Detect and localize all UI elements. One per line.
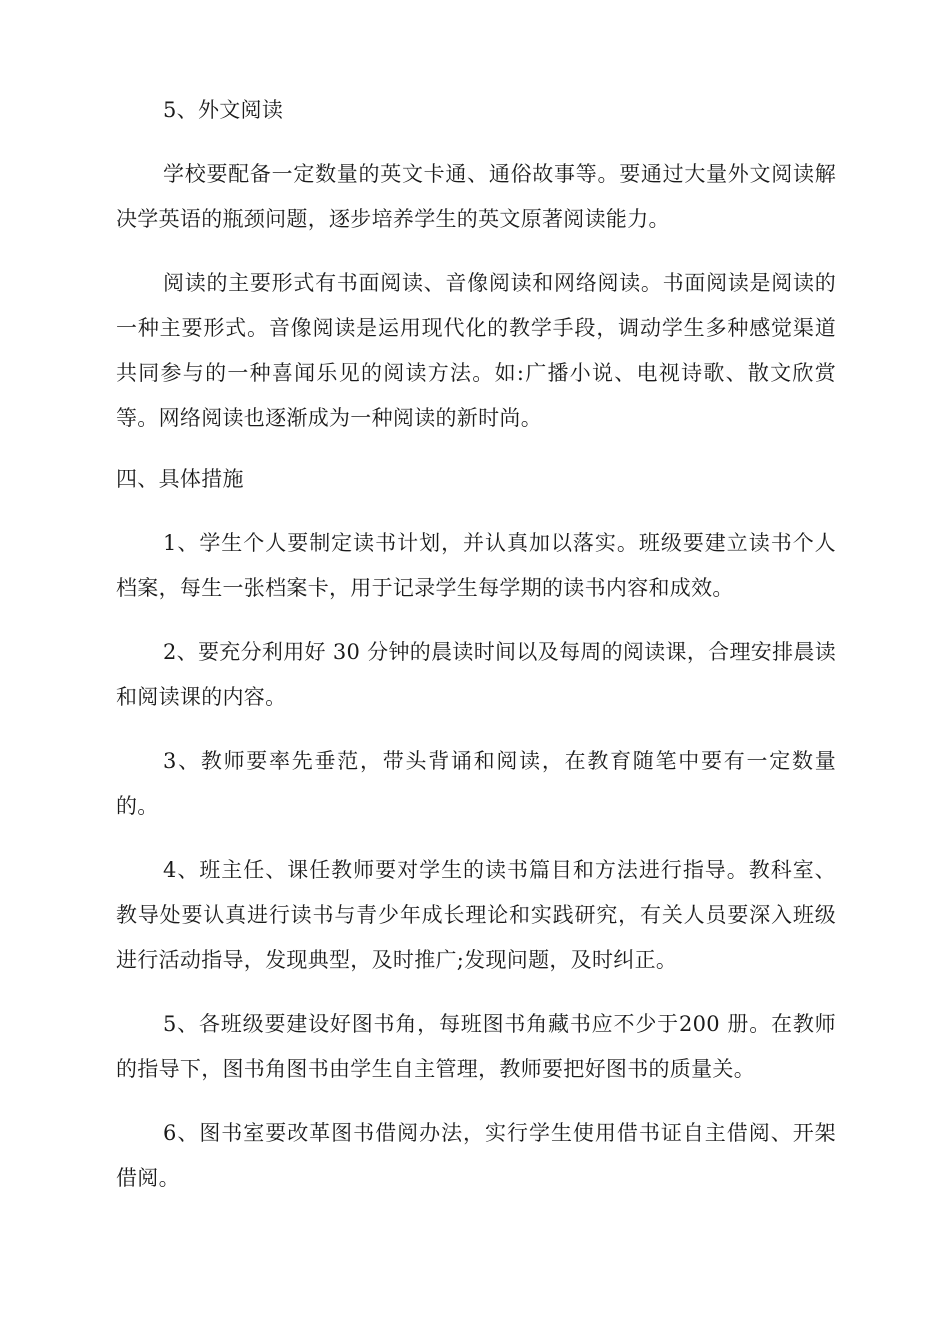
measure-item-5: 5、各班级要建设好图书角，每班图书角藏书应不少于200 册。在教师的指导下，图书角图书由学生自主管理，教师要把好图书的质量关。 <box>116 1012 836 1081</box>
document-page <box>116 88 836 1201</box>
measure-item-4: 4、班主任、课任教师要对学生的读书篇目和方法进行指导。教科室、教导处要认真进行读书与青少年成长理论和实践研究，有关人员要深入班级进行活动指导，发现典型，及时推广;发现问题，及时纠正。 <box>116 858 836 972</box>
section-heading-specific-measures: 四、具体措施 <box>116 467 244 491</box>
measure-item-1: 1、学生个人要制定读书计划，并认真加以落实。班级要建立读书个人档案，每生一张档案卡，用于记录学生每学期的读书内容和成效。 <box>116 531 836 600</box>
measure-item-3: 3、教师要率先垂范，带头背诵和阅读，在教育随笔中要有一定数量的。 <box>116 749 836 818</box>
paragraph-foreign-reading: 学校要配备一定数量的英文卡通、通俗故事等。要通过大量外文阅读解决学英语的瓶颈问题，逐步培养学生的英文原著阅读能力。 <box>116 162 836 231</box>
measure-item-6: 6、图书室要改革图书借阅办法，实行学生使用借书证自主借阅、开架借阅。 <box>116 1121 836 1190</box>
measure-item-2: 2、要充分利用好 30 分钟的晨读时间以及每周的阅读课，合理安排晨读和阅读课的内容。 <box>116 640 836 709</box>
paragraph-reading-forms: 阅读的主要形式有书面阅读、音像阅读和网络阅读。书面阅读是阅读的一种主要形式。音像阅读是运用现代化的教学手段，调动学生多种感觉渠道共同参与的一种喜闻乐见的阅读方法。如:广播小说、电视诗歌、散文欣赏等。网络阅读也逐渐成为一种阅读的新时尚。 <box>116 271 836 430</box>
subheading-foreign-reading: 5、外文阅读 <box>163 98 284 122</box>
